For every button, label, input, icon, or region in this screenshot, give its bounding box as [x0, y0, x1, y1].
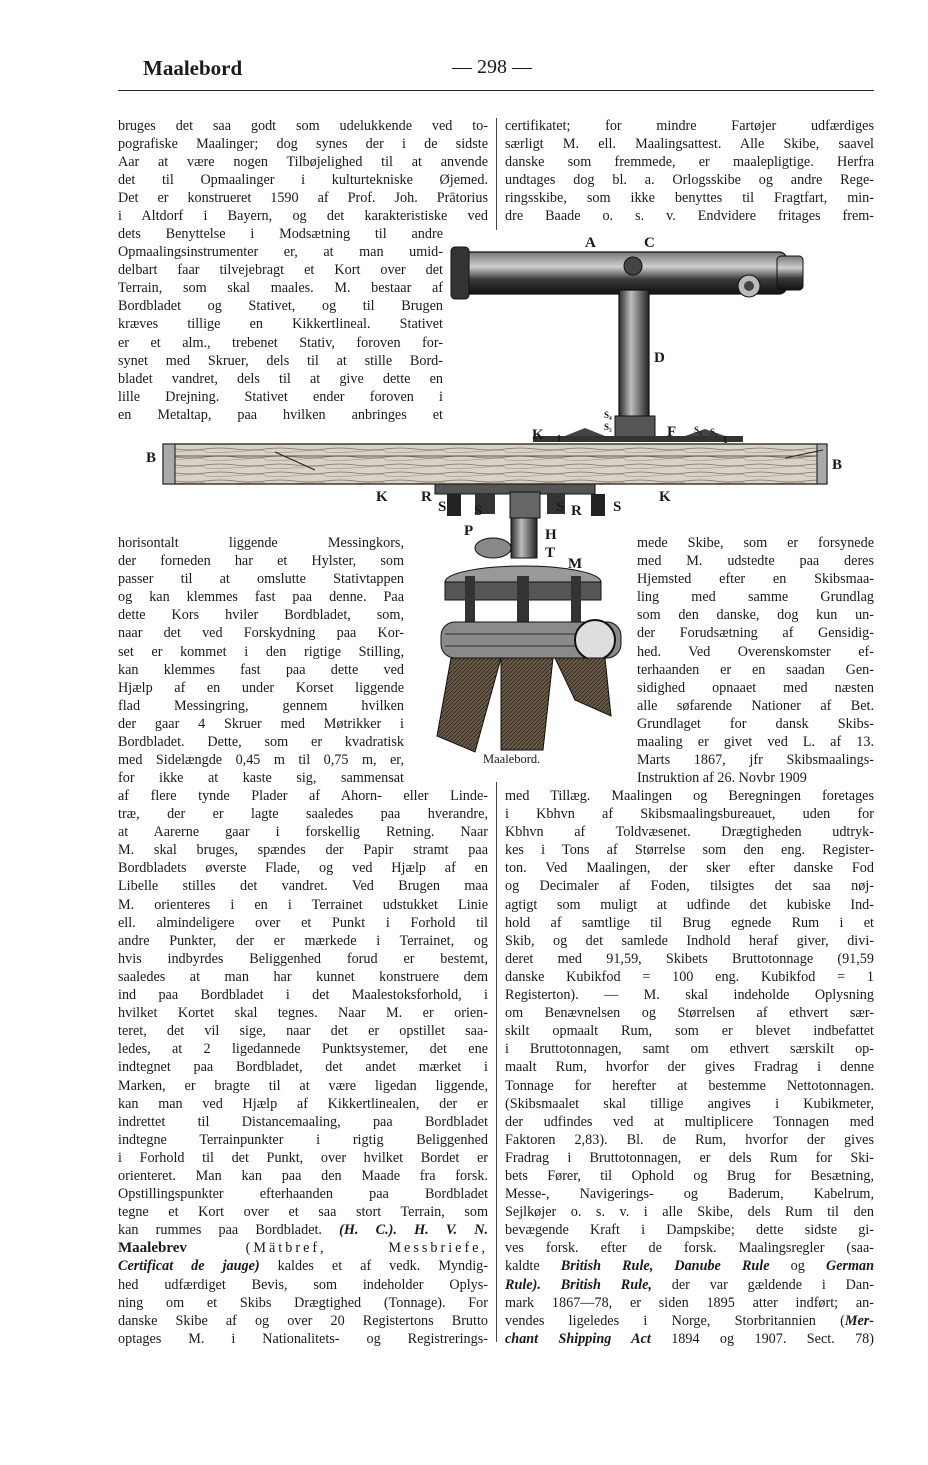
- text-line: Terrain, som skal maales. M. bestaar af: [118, 280, 443, 297]
- text-line: dre Baade o. s. v. Endvidere fritages frem-: [505, 208, 874, 225]
- text-line: sidighed opnaaet med næsten: [637, 679, 874, 696]
- text-line: delbart faar tilvejebragt et Kort over det: [118, 262, 443, 279]
- text-line: Sejlkøjer o. s. v. i alle Skibe, dels Rum til den: [505, 1204, 874, 1221]
- rule-name: Rule).: [505, 1276, 541, 1293]
- text-line: mark 1867—78, er siden 1895 atter indført; an-: [505, 1294, 874, 1311]
- text-fragment: kaldes et af vedk. Myndig-: [277, 1258, 488, 1275]
- text-line: bets Fører, til Ophold og Brug for Besætning,: [505, 1167, 874, 1184]
- text-line: Libelle stilles det vandret. Ved Brugen maa: [118, 878, 488, 895]
- text-line: certifikatet; for mindre Fartøjer udfærdiges: [505, 118, 874, 134]
- figure-label-P: P: [464, 523, 474, 539]
- text-line: flad Messingring, gennem hvilken: [118, 697, 404, 714]
- text-line: hvis indbyrdes Beliggenhed forud er bestemt,: [118, 950, 488, 967]
- text-line: dets Benyttelse i Modsætning til andre: [118, 226, 443, 242]
- text-line: [505, 1312, 874, 1330]
- text-line: Registerton). — M. skal indeholde Oplysning: [505, 987, 874, 1004]
- act-name: chant Shipping Act: [505, 1330, 651, 1347]
- text-fragment: der var gældende i Dan-: [671, 1276, 875, 1293]
- text-line: Bordbladet og Stativet, og til Brugen: [118, 298, 443, 315]
- text-line: Det er konstrueret 1590 af Prof. Joh. Prātorius: [118, 190, 488, 207]
- text-line-signed: [118, 1221, 488, 1239]
- text-line: Bordbladets øverste Flade, og ved Hjælp af en: [118, 860, 488, 877]
- figure-label-R-right: R: [571, 503, 582, 519]
- figure-label-C: C: [644, 235, 655, 251]
- text-line: passer til at omslutte Stativtappen: [118, 571, 404, 588]
- figure-label-S-4: S: [613, 499, 622, 515]
- figure-label-S-3: S: [556, 499, 565, 515]
- telescope: [451, 247, 803, 440]
- foreign-term: Certificat de jauge): [118, 1258, 260, 1275]
- text-line: særligt M. ell. Maalingsattest. Alle Skibe, saavel: [505, 136, 874, 153]
- text-line: maaling er givet ved L. af 13.: [637, 734, 874, 751]
- figure-label-M: M: [568, 556, 583, 572]
- text-line: Marts 1867, jfr Skibsmaalings-: [637, 752, 874, 769]
- text-line: [505, 1330, 874, 1348]
- text-line: Faktoren 2,83). Bl. de Rum, hvorfor der gives: [505, 1131, 874, 1148]
- running-header: [0, 56, 928, 86]
- text-line: tegne et Kort over et saa stort Terrain, som: [118, 1204, 488, 1221]
- text-line: bruges det saa godt som udelukkende ved to-: [118, 118, 488, 134]
- text-line: danske Skibe af og over 20 Registertons Brutto: [118, 1312, 488, 1329]
- text-line: naar det ved Forskydning paa Kor-: [118, 625, 404, 642]
- text-line: Grundlaget for dansk Skibs-: [637, 715, 874, 732]
- text-line: danske som fremmede, er maalepligtige. Herfra: [505, 154, 874, 171]
- text-line: ledes, at 2 ligedannede Punktsystemer, det ene: [118, 1041, 488, 1058]
- text-line: hold af samtlige til Brug egnede Rum i et: [505, 914, 874, 931]
- text-line: for ikke at kaste sig, sammensat: [118, 770, 404, 787]
- text-line: med Sidelængde 0,45 m til 0,75 m, er,: [118, 752, 404, 769]
- text-line: om Benævnelsen og Størrelsen af ethvert sær-: [505, 1005, 874, 1022]
- text-line: Opmaalingsinstrumenter er, at man umid-: [118, 244, 443, 261]
- text-line: indtegnet paa Bordbladet, det andet mærket i: [118, 1059, 488, 1076]
- text-line: Fradrag i Bruttotonnagen, er dels Rum for Ski-: [505, 1149, 874, 1166]
- text-line: Messe-, Navigerings- og Baderum, Kabelrum,: [505, 1186, 874, 1203]
- text-left-top: [118, 117, 488, 226]
- text-right-narrow: [637, 534, 874, 787]
- figure-label-S-1: S: [438, 499, 447, 515]
- figure-label-S4: S₄: [604, 410, 612, 420]
- text-line: træ, der er lagte saaledes paa hverandre,: [118, 806, 488, 823]
- text-line: at Aarerne gaar i forskellig Retning. Naar: [118, 824, 488, 841]
- text-line: det til Opmaalinger i kulturtekniske Øjemed.: [118, 172, 488, 189]
- figure-label-H: H: [545, 527, 557, 543]
- text-line: og kan klemmes fast paa denne. Paa: [118, 589, 404, 606]
- figure-label-K-left: K: [376, 489, 388, 505]
- text-line: der gaar 4 Skruer med Møtrikker i: [118, 715, 404, 732]
- figure-label-B-left: B: [146, 450, 157, 466]
- text-line: lille Drejning. Stativet ender foroven i: [118, 388, 443, 405]
- author-initials: (H. C.). H. V. N.: [339, 1222, 488, 1239]
- figure-label-t2: t: [723, 431, 728, 446]
- rule-name: British Rule,: [560, 1276, 652, 1293]
- entry-headword: Maalebrev: [118, 1240, 187, 1257]
- text-line: ton. Ved Maalingen, der sker efter danske Fod: [505, 860, 874, 877]
- text-line: horisontalt liggende Messingkors,: [118, 535, 404, 551]
- text-line: [505, 1276, 874, 1294]
- text-line: M. orienteres i en i Terrainet udstukket Linie: [118, 896, 488, 913]
- text-line: mede Skibe, som er forsynede: [637, 535, 874, 551]
- text-line: Marken, er bragte til at være ligedan liggende,: [118, 1077, 488, 1094]
- column-rule-bottom: [496, 782, 497, 1342]
- text-line: andre Punkter, der er mærkede i Terrainet, og: [118, 932, 488, 949]
- text-line: Tonnage for herefter at bestemme Nettotonnagen.: [505, 1077, 874, 1094]
- text-line: med Tillæg. Maalingen og Beregningen foretages: [505, 788, 874, 804]
- text-line: hvilket Kortet skal tegnes. Naar M. er orien-: [118, 1005, 488, 1022]
- header-rule: [118, 90, 874, 91]
- text-line: Kbhvn af Toldvæsenet. Drægtigheden udtryk-: [505, 824, 874, 841]
- text-fragment: vendes ligeledes i Norge, Storbritannien (: [505, 1312, 845, 1329]
- text-line: deret med 91,59, Skibets Bruttotonnage (91,59: [505, 950, 874, 967]
- tripod-legs: [437, 658, 611, 752]
- text-line: skilt opmaalt Rum, som er blevet indbefattet: [505, 1023, 874, 1040]
- text-line: [505, 1257, 874, 1275]
- text-fragment: 1894 og 1907. Sect. 78): [671, 1330, 875, 1347]
- text-line: [118, 1257, 488, 1275]
- text-line: teret, det vil sige, naar det er opstillet saa-: [118, 1023, 488, 1040]
- text-line: Skib, og det samlede Indhold heraf giver, divi-: [505, 932, 874, 949]
- text-fragment: og: [790, 1258, 805, 1275]
- text-line: som den danske, dog kun un-: [637, 607, 874, 624]
- text-line: indtegne Terrainpunkter i rigtig Beliggenhed: [118, 1131, 488, 1148]
- headword: Maalebord: [143, 56, 243, 80]
- text-line: terhaanden er en saadan Gen-: [637, 661, 874, 678]
- figure-label-K-right: K: [659, 489, 671, 505]
- text-line: er et alm., trebenet Stativ, foroven for-: [118, 334, 443, 351]
- figure-label-S1: S₁: [694, 425, 702, 435]
- act-name: Mer-: [844, 1312, 874, 1329]
- text-line: indrettet til Distancemaaling, paa Bordbladet: [118, 1113, 488, 1130]
- text-line: M. skal bruges, spændes der Papir stramt paa: [118, 842, 488, 859]
- text-line: hed udfærdiget Bevis, som indeholder Oplys-: [118, 1276, 488, 1293]
- text-line: saaledes at man har kunnet konstruere dem: [118, 968, 488, 985]
- text-line: med M. udstedte paa deres: [637, 553, 874, 570]
- text-line: Opstillingspunkter efterhaanden paa Bordbladet: [118, 1186, 488, 1203]
- text-line: orienteret. Man kan paa den Maade fra forsk.: [118, 1167, 488, 1184]
- text-line: Instruktion af 26. Novbr 1909: [637, 770, 807, 787]
- figure-label-K: K: [532, 427, 544, 443]
- text-line: kes i Tons af Størrelse som den eng. Register-: [505, 842, 874, 859]
- text-line: set er kommet i den rigtige Stilling,: [118, 643, 404, 660]
- text-line: alle søfarende Nationer af Bet.: [637, 697, 874, 714]
- figure-label-D: D: [654, 350, 665, 366]
- text-line: ling med samme Grundlag: [637, 589, 874, 606]
- figure-label-F: F: [667, 424, 677, 440]
- foreign-terms: (Mätbref, Messbriefe,: [245, 1240, 489, 1257]
- text-fragment: kan rummes paa Bordbladet.: [118, 1222, 322, 1239]
- rule-names: British Rule, Danube Rule: [560, 1258, 770, 1275]
- text-line: ves forsk. efter de forsk. Maalingsregler (saa-: [505, 1240, 874, 1257]
- text-line: bladet vandret, dels til at give dette en: [118, 370, 443, 387]
- text-line: ringsskibe, som ikke benyttes til Fragtfart, min-: [505, 190, 874, 207]
- text-line: kan man ved Hjælp af Kikkertlinealen, der er: [118, 1095, 488, 1112]
- text-right-bottom: [505, 787, 874, 1348]
- text-line: der forneden har et Hylster, som: [118, 553, 404, 570]
- text-line: i Kbhvn af Skibsmaalingsbureauet, uden for: [505, 806, 874, 823]
- text-line: en Metaltap, paa hvilken anbringes et: [118, 406, 443, 423]
- figure-label-S3: S₃: [604, 422, 612, 432]
- table-board: [163, 444, 827, 484]
- text-line: ell. almindeligere over et Punkt i Forhold til: [118, 914, 488, 931]
- text-line: af flere tynde Plader af Ahorn- eller Linde-: [118, 788, 488, 804]
- text-line: og Decimaler af Foden, tilsigtes det saa nøj-: [505, 878, 874, 895]
- text-line: optages M. i Nationalitets- og Registrerings-: [118, 1330, 488, 1347]
- rule-name: German: [825, 1258, 875, 1275]
- text-line: ning om et Skibs Drægtighed (Tonnage). For: [118, 1294, 488, 1311]
- figure-caption: Maalebord.: [483, 752, 541, 766]
- figure-label-A: A: [585, 235, 596, 251]
- text-line: kan klemmes fast paa dette ved: [118, 661, 404, 678]
- text-line: bevægende Kraft i Dampskibe; dette sidste gi-: [505, 1222, 874, 1239]
- text-line: Hjælp af en under Korset liggende: [118, 679, 404, 696]
- text-right-top: [505, 117, 874, 226]
- text-line: pografiske Maalinger; dog synes der i de sidste: [118, 136, 488, 153]
- column-rule-top: [496, 118, 497, 230]
- text-line: i Altdorf i Bayern, og det karakteristiske ved: [118, 208, 488, 225]
- text-line: maalt Rum, hvorfor der gives Fradrag i denne: [505, 1059, 874, 1076]
- text-line: undtages dog bl. a. Orlogsskibe og andre Rege-: [505, 172, 874, 189]
- page-number: — 298 —: [452, 56, 532, 78]
- text-line: der Forudsætning af Gensidig-: [637, 625, 874, 642]
- text-line: danske Kubikfod = 100 eng. Kubikfod = 1: [505, 968, 874, 985]
- text-line: i Bruttotonnagen, samt om ethvert særskilt op-: [505, 1041, 874, 1058]
- text-left-bottom: [118, 787, 488, 1348]
- entry-head-line: [118, 1239, 488, 1257]
- text-line: synet med Skruer, dels til at stille Bord-: [118, 352, 443, 369]
- text-line: der udfindes ved at multiplicere Tonnagen med: [505, 1113, 874, 1130]
- text-line: ind paa Bordbladet i det Maalestoksforhold, i: [118, 987, 488, 1004]
- figure-label-S2: S₂: [710, 427, 718, 437]
- text-line: Aar at være nogen Tilbøjelighed til at anvende: [118, 154, 488, 171]
- figure-label-T: T: [545, 545, 556, 561]
- figure-label-t: t: [557, 430, 562, 445]
- text-line: (Skibsmaalet skal tillige angives i Kubikmeter,: [505, 1095, 874, 1112]
- text-line: hed. Ved Overenskomster ef-: [637, 643, 874, 660]
- figure-label-R-left: R: [421, 489, 432, 505]
- text-line: Bordbladet. Dette, som er kvadratisk: [118, 734, 404, 751]
- text-line: kræves tillige en Kikkertlineal. Stativet: [118, 316, 443, 333]
- figure-label-B-right: B: [832, 457, 843, 473]
- text-line: i Forhold til det Punkt, over hvilket Bordet er: [118, 1149, 488, 1166]
- figure-label-S-2: S: [474, 503, 483, 519]
- text-line: Hjemsted efter en Skibsmaa-: [637, 571, 874, 588]
- text-left-narrow: [118, 534, 404, 787]
- text-line: dette Kors hviler Bordbladet, som,: [118, 607, 404, 624]
- text-fragment: kaldte: [505, 1258, 540, 1275]
- text-line: agtigt som muligt at udfinde det kubiske Ind-: [505, 896, 874, 913]
